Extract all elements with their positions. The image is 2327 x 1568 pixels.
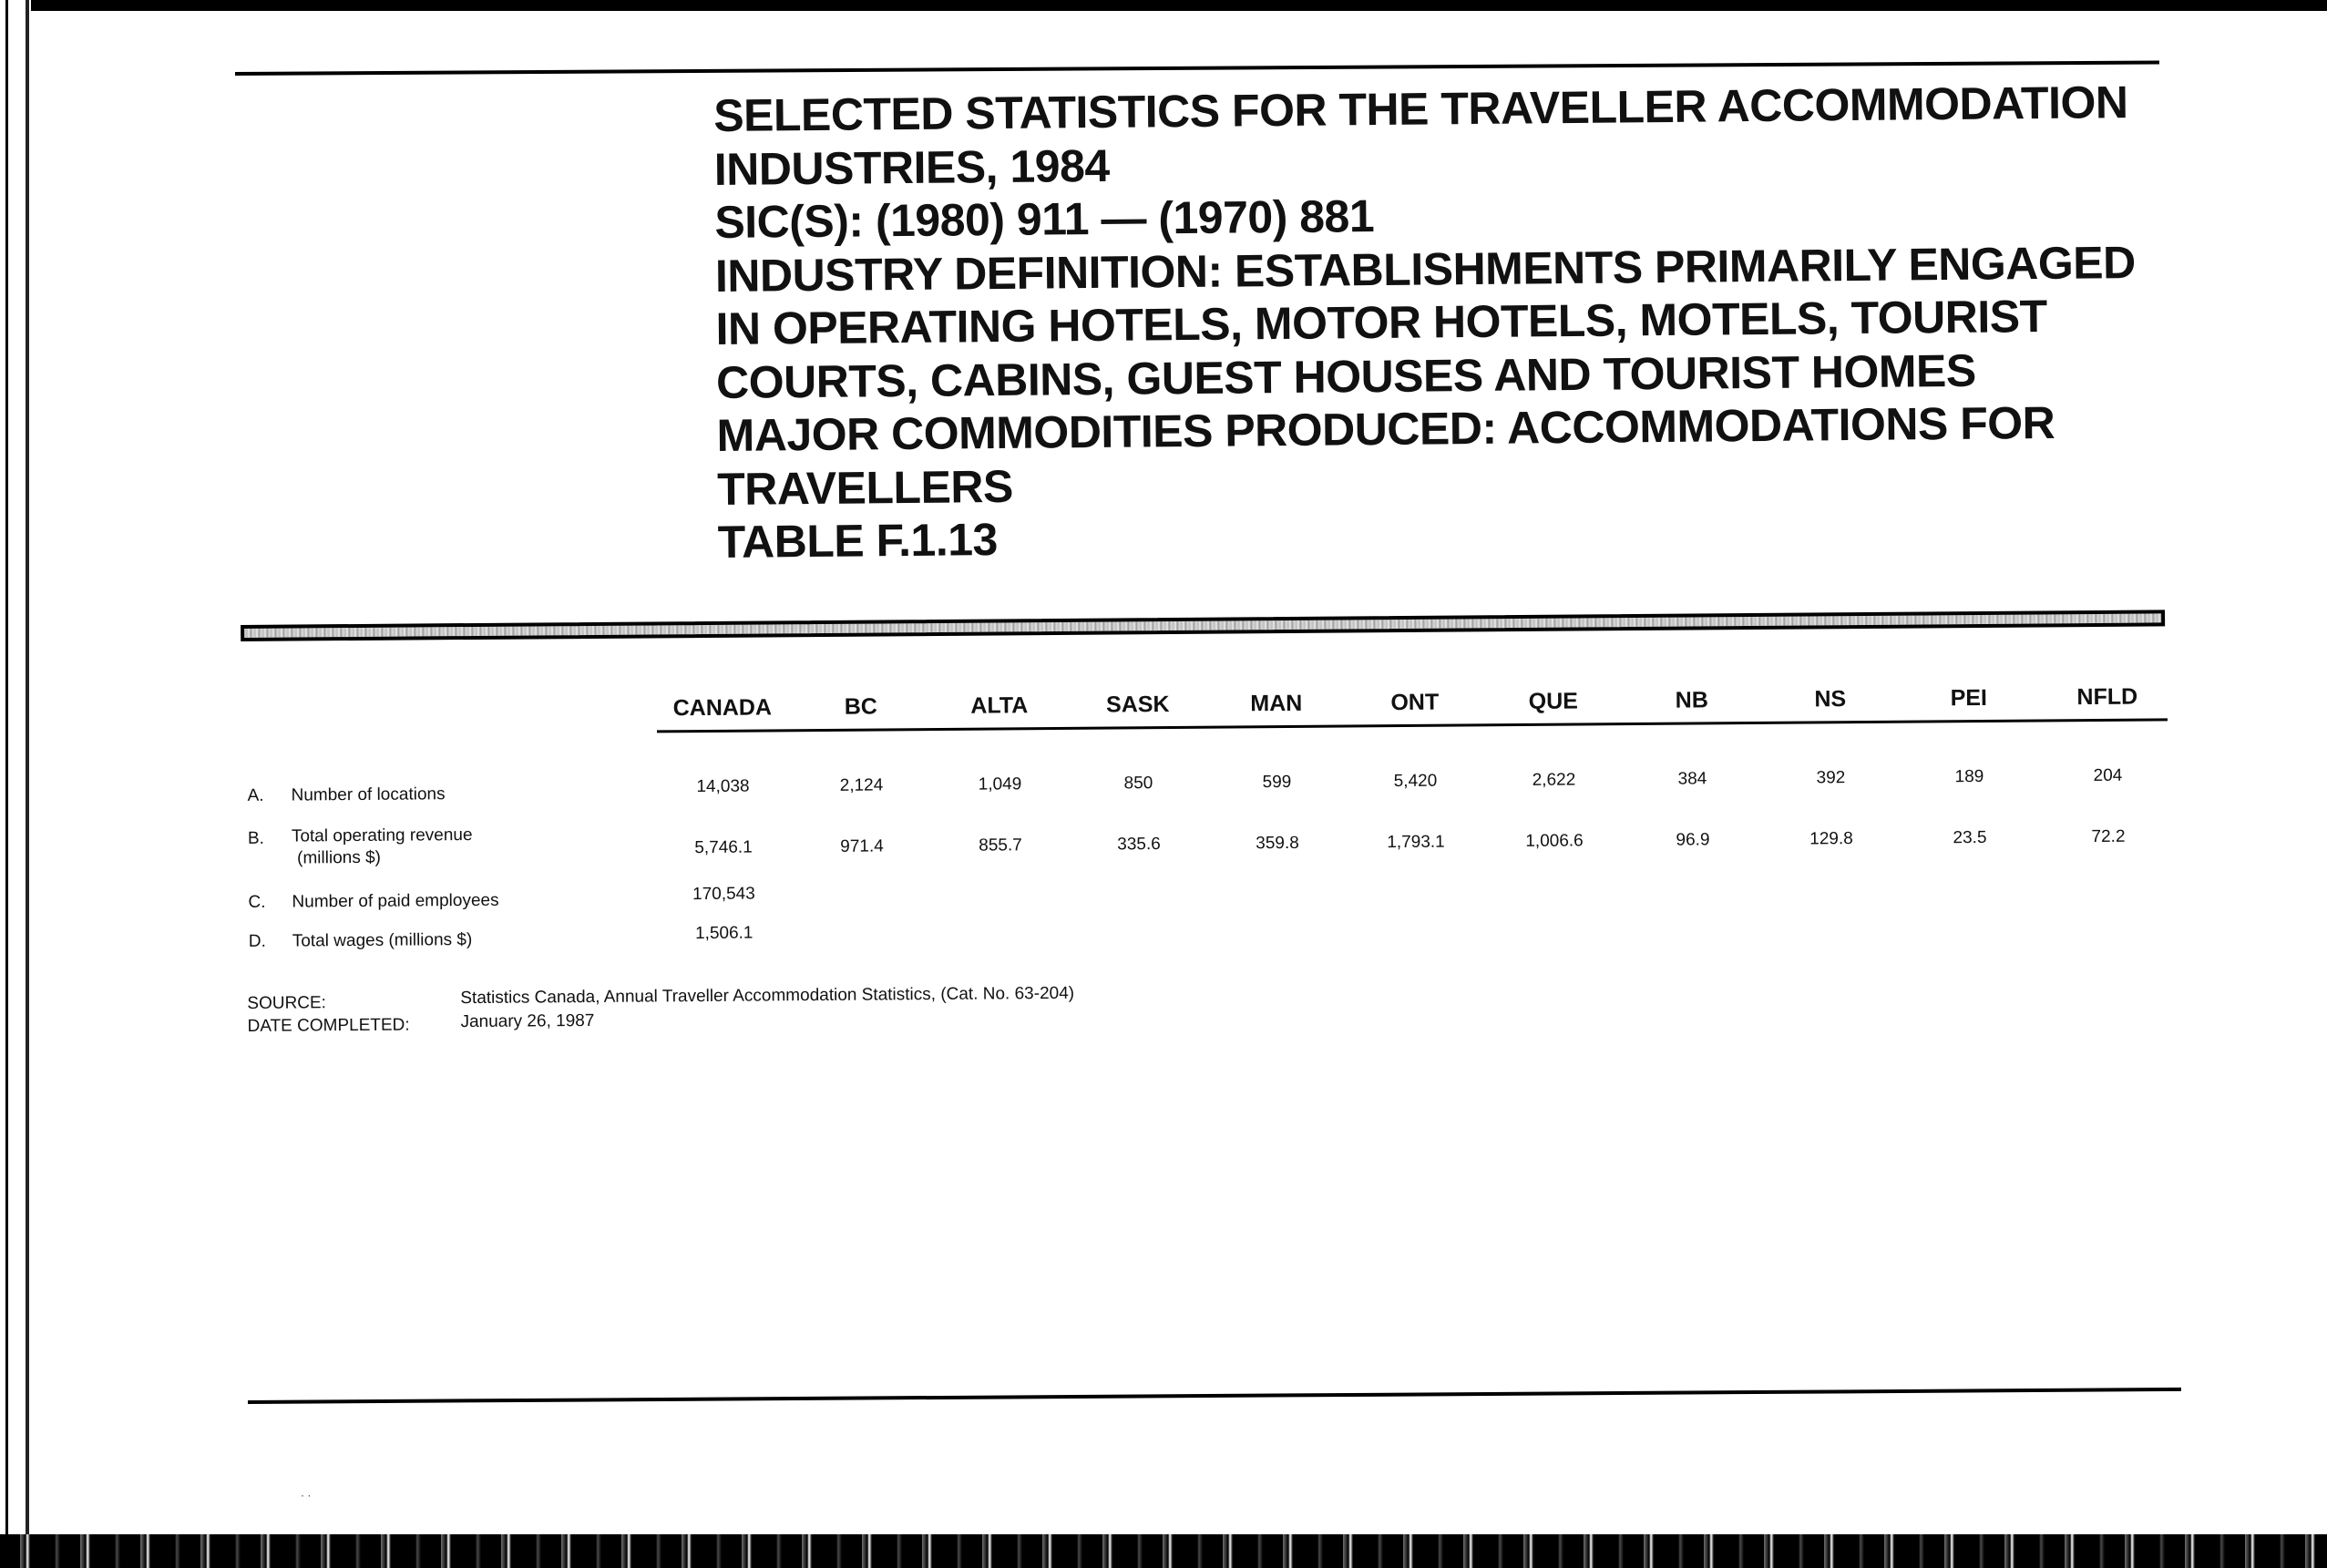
column-header-ns: NS xyxy=(1814,686,1847,712)
table-cell: 96.9 xyxy=(1676,830,1710,850)
column-header-bc: BC xyxy=(844,693,877,720)
top-rule xyxy=(235,60,2159,76)
industry-definition-line: IN OPERATING HOTELS, MOTOR HOTELS, MOTELS, TOURIST xyxy=(715,290,2047,354)
table-cell: 2,622 xyxy=(1532,770,1576,790)
table-number: TABLE F.1.13 xyxy=(717,514,999,568)
row-label: Total operating revenue xyxy=(291,825,473,846)
scan-bottom-edge xyxy=(0,1534,2327,1568)
bottom-rule xyxy=(248,1388,2181,1404)
source-label: SOURCE: xyxy=(247,993,327,1013)
table-cell: 1,049 xyxy=(978,774,1022,794)
row-label-unit: (millions $) xyxy=(297,847,382,868)
table-top-bar xyxy=(241,610,2165,641)
row-label: Total wages (millions $) xyxy=(292,929,473,951)
major-commodities-line: TRAVELLERS xyxy=(716,460,1014,515)
source-value: Statistics Canada, Annual Traveller Accommodation Statistics, (Cat. No. 63-204) xyxy=(460,983,1075,1009)
column-header-ont: ONT xyxy=(1390,689,1440,716)
column-header-man: MAN xyxy=(1250,690,1303,717)
header-rule xyxy=(657,718,2168,733)
row-label: Number of locations xyxy=(291,784,446,805)
column-header-alta: ALTA xyxy=(970,692,1029,719)
industry-definition-line: COURTS, CABINS, GUEST HOUSES AND TOURIST HOMES xyxy=(715,344,1976,408)
title-line: INDUSTRIES, 1984 xyxy=(713,139,1110,195)
table-cell: 850 xyxy=(1123,774,1153,794)
row-letter: B. xyxy=(247,828,264,848)
table-cell: 359.8 xyxy=(1256,833,1299,854)
table-cell: 5,746.1 xyxy=(694,837,753,858)
table-cell: 14,038 xyxy=(696,776,750,797)
table-cell: 72.2 xyxy=(2091,826,2126,847)
column-header-nfld: NFLD xyxy=(2076,683,2138,711)
row-letter: A. xyxy=(247,785,264,805)
column-header-nb: NB xyxy=(1675,687,1708,713)
date-completed-label: DATE COMPLETED: xyxy=(247,1015,410,1036)
scan-speck: · · xyxy=(301,1489,312,1501)
major-commodities-line: MAJOR COMMODITIES PRODUCED: ACCOMMODATIONS FOR xyxy=(716,396,2055,461)
table-cell: 335.6 xyxy=(1117,835,1161,855)
table-cell: 1,793.1 xyxy=(1387,832,1445,853)
column-header-pei: PEI xyxy=(1950,684,1988,712)
row-letter: D. xyxy=(248,931,266,951)
table-cell: 1,006.6 xyxy=(1525,831,1584,851)
sic-codes: SIC(S): (1980) 911 — (1970) 881 xyxy=(714,190,1375,248)
row-letter: C. xyxy=(248,892,266,912)
table-cell: 599 xyxy=(1262,772,1292,793)
table-cell: 2,124 xyxy=(839,775,884,795)
table-cell: 855.7 xyxy=(979,835,1022,856)
date-completed-value: January 26, 1987 xyxy=(460,1010,595,1032)
table-cell: 23.5 xyxy=(1953,827,1987,848)
row-label: Number of paid employees xyxy=(292,890,499,912)
column-header-que: QUE xyxy=(1528,688,1578,714)
table-cell: 384 xyxy=(1677,769,1707,789)
document-title xyxy=(713,75,2230,569)
table-cell: 204 xyxy=(2093,765,2123,786)
statistics-table xyxy=(239,599,2174,1051)
table-cell: 5,420 xyxy=(1393,771,1438,792)
table-cell: 392 xyxy=(1816,768,1846,788)
table-cell: 1,506.1 xyxy=(694,923,753,944)
table-cell: 170,543 xyxy=(692,884,755,905)
table-cell: 971.4 xyxy=(840,836,884,856)
column-header-sask: SASK xyxy=(1105,691,1170,718)
column-header-canada: CANADA xyxy=(672,694,773,722)
scan-left-edge xyxy=(0,0,31,1568)
table-cell: 189 xyxy=(1954,766,1984,787)
table-cell: 129.8 xyxy=(1809,829,1853,849)
industry-definition-line: INDUSTRY DEFINITION: ESTABLISHMENTS PRIMARILY ENGAGED xyxy=(714,236,2136,302)
scan-top-edge xyxy=(0,0,2327,11)
title-line: SELECTED STATISTICS FOR THE TRAVELLER ACCOMMODATION xyxy=(713,77,2128,141)
